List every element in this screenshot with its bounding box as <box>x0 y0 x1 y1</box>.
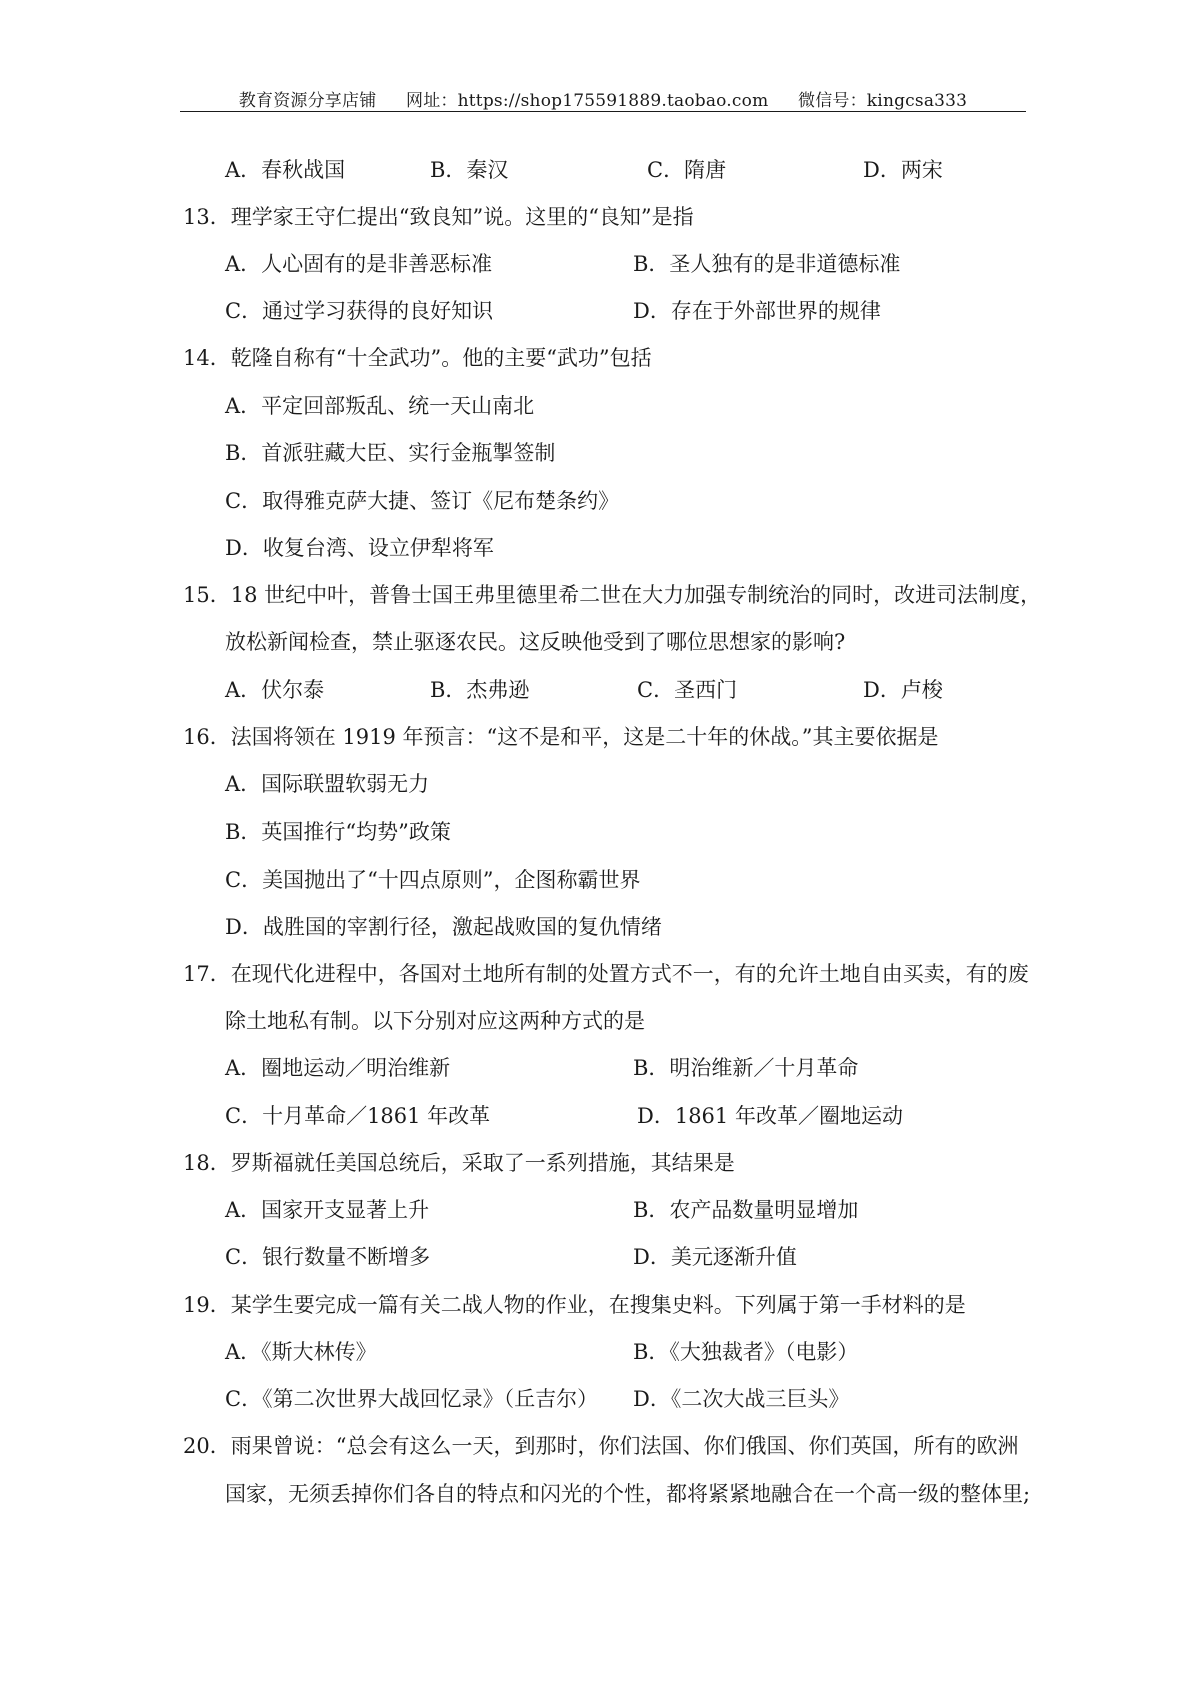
q14-option-b: B．首派驻藏大臣、实行金瓶掣签制 <box>225 441 556 465</box>
q17-option-c: C．十月革命／1861 年改革 <box>225 1104 491 1128</box>
q13-stem: 13．理学家王守仁提出“致良知”说。这里的“良知”是指 <box>183 205 694 229</box>
page-header <box>180 86 1026 111</box>
q17-option-d: D．1861 年改革／圈地运动 <box>637 1104 903 1128</box>
q19-option-b: B．《大独裁者》（电影） <box>633 1340 859 1364</box>
q16-option-c: C．美国抛出了“十四点原则”，企图称霸世界 <box>225 868 641 892</box>
q14-option-c: C．取得雅克萨大捷、签订《尼布楚条约》 <box>225 489 620 513</box>
q17-stem: 17．在现代化进程中，各国对土地所有制的处置方式不一，有的允许土地自由买卖，有的废 <box>183 962 1029 986</box>
q15-stem-continued: 放松新闻检查，禁止驱逐农民。这反映他受到了哪位思想家的影响? <box>225 630 846 654</box>
q19-option-a: A．《斯大林传》 <box>225 1340 377 1364</box>
q13-option-c: C．通过学习获得的良好知识 <box>225 299 494 323</box>
q17-stem-continued: 除土地私有制。以下分别对应这两种方式的是 <box>225 1009 645 1033</box>
q12-option-d: D．两宋 <box>863 158 943 182</box>
header-wechat: 微信号：kingcsa333 <box>798 91 968 111</box>
q19-option-d: D．《二次大战三巨头》 <box>633 1387 850 1411</box>
q16-option-b: B．英国推行“均势”政策 <box>225 820 451 844</box>
q15-option-a: A．伏尔泰 <box>225 678 325 702</box>
q13-option-b: B．圣人独有的是非道德标准 <box>633 252 901 276</box>
q15-option-d: D．卢梭 <box>863 678 943 702</box>
q17-option-b: B．明治维新／十月革命 <box>633 1056 859 1080</box>
q20-stem: 20．雨果曾说：“总会有这么一天，到那时，你们法国、你们俄国、你们英国，所有的欧洲 <box>183 1434 1019 1458</box>
q18-option-d: D．美元逐渐升值 <box>633 1245 797 1269</box>
q13-option-a: A．人心固有的是非善恶标准 <box>225 252 493 276</box>
q14-option-d: D．收复台湾、设立伊犁将军 <box>225 536 494 560</box>
q20-stem-continued: 国家，无须丢掉你们各自的特点和闪光的个性，都将紧紧地融合在一个高一级的整体里; <box>225 1482 1031 1506</box>
q16-option-d: D．战胜国的宰割行径，激起战败国的复仇情绪 <box>225 915 662 939</box>
header-shop: 教育资源分享店铺 <box>238 91 377 111</box>
q14-option-a: A．平定回部叛乱、统一天山南北 <box>225 394 535 418</box>
q19-option-c: C．《第二次世界大战回忆录》（丘吉尔） <box>225 1387 599 1411</box>
q18-stem: 18．罗斯福就任美国总统后，采取了一系列措施，其结果是 <box>183 1151 735 1175</box>
q12-option-b: B．秦汉 <box>430 158 509 182</box>
q15-stem: 15．18 世纪中叶，普鲁士国王弗里德里希二世在大力加强专制统治的同时，改进司法制度， <box>183 583 1042 607</box>
q19-stem: 19．某学生要完成一篇有关二战人物的作业，在搜集史料。下列属于第一手材料的是 <box>183 1293 966 1317</box>
q13-option-d: D．存在于外部世界的规律 <box>633 299 881 323</box>
q17-option-a: A．圈地运动／明治维新 <box>225 1056 451 1080</box>
q16-option-a: A．国际联盟软弱无力 <box>225 772 430 796</box>
q14-stem: 14．乾隆自称有“十全武功”。他的主要“武功”包括 <box>183 346 652 370</box>
q16-stem: 16．法国将领在 1919 年预言：“这不是和平，这是二十年的休战。”其主要依据是 <box>183 725 939 749</box>
q18-option-a: A．国家开支显著上升 <box>225 1198 430 1222</box>
q18-option-c: C．银行数量不断增多 <box>225 1245 431 1269</box>
q15-option-b: B．杰弗逊 <box>430 678 530 702</box>
q15-option-c: C．圣西门 <box>637 678 738 702</box>
q12-option-a: A．春秋战国 <box>225 158 346 182</box>
header-website: 网址：https://shop175591889.taobao.com <box>406 91 769 111</box>
q12-option-c: C．隋唐 <box>647 158 727 182</box>
q18-option-b: B．农产品数量明显增加 <box>633 1198 859 1222</box>
header-rule <box>180 111 1026 112</box>
